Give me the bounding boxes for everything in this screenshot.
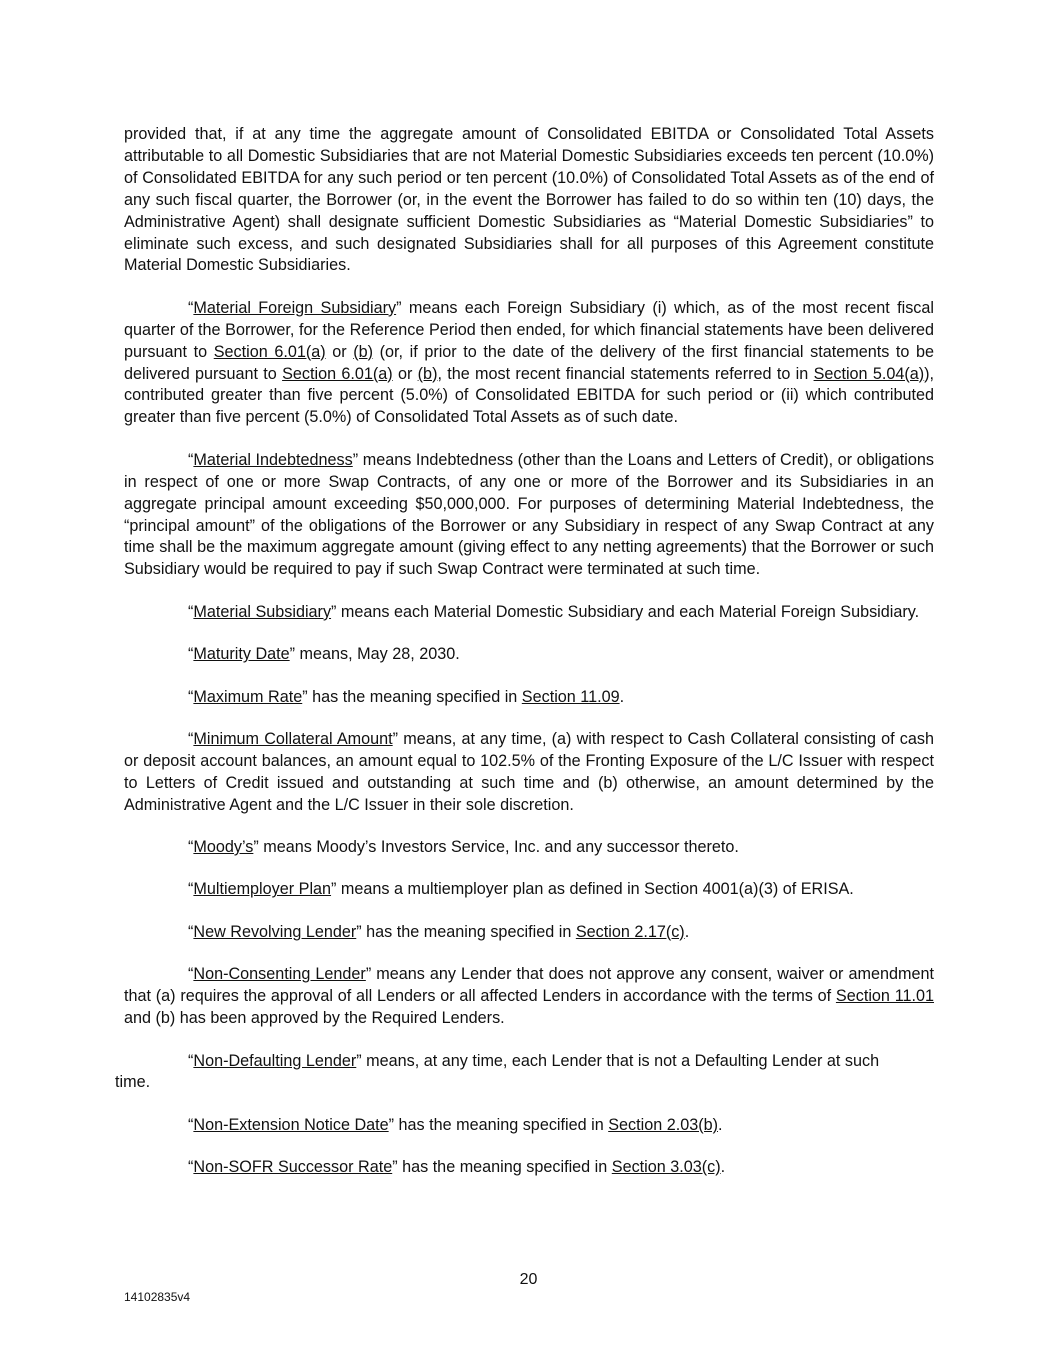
definition-text: , the most recent financial statements referred to in <box>437 364 814 383</box>
definition-maturity-date <box>124 644 934 666</box>
defined-term: Material Indebtedness <box>193 450 353 469</box>
continuation-paragraph: provided that, if at any time the aggregate amount of Consolidated EBITDA or Consolidated Total Assets attributable to all Domestic Subsidiaries that are not Material Domestic Subsidiaries exceeds ten percent (10.0%) of Consolidated EBITDA for any such period or ten percent (10.0%) of Consolidated Total Assets as of the end of any such fiscal quarter, the Borrower (or, in the event the Borrower has failed to do so within ten (10) days, the Administrative Agent) shall designate sufficient Domestic Subsidiaries as “Material Domestic Subsidiaries” to eliminate such excess, and such designated Subsidiaries shall for all purposes of this Agreement constitute Material Domestic Subsidiaries. <box>124 125 934 275</box>
open-quote: “ <box>188 602 194 621</box>
definition-text: (or, if prior to the date of the delivery of the first financial statements to be delivered pursuant to <box>124 342 935 383</box>
definition-text: ), contributed greater than five percent (5.0%) of Consolidated EBITDA for such period or (ii) which contributed greater than five percent (5.0%) of Consolidated Total Assets as of such date. <box>124 364 935 427</box>
definition-text: . <box>684 922 690 941</box>
open-quote: “ <box>188 922 194 941</box>
section-reference[interactable]: Section 2.03(b) <box>608 1115 718 1134</box>
definition-text: ” means, at any time, (a) with respect to Cash Collateral consisting of cash or deposit account balances, an amount equal to 102.5% of the Fronting Exposure of the L/C Issuer with respect to Letters of Credit issued and outstanding at such time and (b) otherwise, an amount determined by the Administrative Agent and the L/C Issuer in their sole discretion. <box>124 729 934 814</box>
definition-new-revolving-lender <box>124 922 934 944</box>
definition-material-subsidiary <box>124 602 934 624</box>
open-quote: “ <box>188 1051 194 1070</box>
page-number: 20 <box>519 1271 538 1288</box>
section-reference[interactable]: (b) <box>417 364 438 383</box>
open-quote: “ <box>188 965 194 984</box>
definition-multiemployer-plan <box>124 879 934 901</box>
definition-text: ” means, at any time, each Lender that is not a Defaulting Lender at such <box>356 1051 880 1070</box>
definition-text: ” means each Foreign Subsidiary (i) which, as of the most recent fiscal quarter of the Borrower, for the Reference Period then ended, for which financial statements have been delivered pursuant to <box>124 298 934 361</box>
definition-non-extension-notice-date <box>124 1115 934 1137</box>
definition-text: ” means each Material Domestic Subsidiary and each Material Foreign Subsidiary. <box>331 602 920 621</box>
document-body <box>115 124 935 1200</box>
definition-text-tail: time. <box>115 1073 151 1092</box>
section-reference[interactable]: Section 11.09 <box>521 687 620 706</box>
definition-text: or <box>325 342 354 361</box>
defined-term: Maturity Date <box>193 645 290 664</box>
document-id: 14102835v4 <box>124 1290 191 1304</box>
definition-text: ” has the meaning specified in <box>388 1115 609 1134</box>
defined-term: New Revolving Lender <box>193 922 357 941</box>
definition-text: ” means any Lender that does not approve any consent, waiver or amendment that (a) requires the approval of all Lenders or all affected Lenders in accordance with the terms of <box>124 965 934 1006</box>
defined-term: Non-Consenting Lender <box>193 965 366 984</box>
section-reference[interactable]: Section 6.01(a) <box>213 342 326 361</box>
definition-non-consenting-lender <box>124 964 934 1030</box>
definition-minimum-collateral-amount <box>124 729 934 817</box>
defined-term: Multiemployer Plan <box>193 880 332 899</box>
section-reference[interactable]: Section 11.01 <box>835 987 934 1006</box>
definition-text: ” has the meaning specified in <box>392 1158 612 1177</box>
open-quote: “ <box>188 880 194 899</box>
open-quote: “ <box>188 298 194 317</box>
section-reference[interactable]: Section 2.17(c) <box>575 922 685 941</box>
defined-term: Minimum Collateral Amount <box>193 729 393 748</box>
open-quote: “ <box>188 729 194 748</box>
definition-text: ” has the meaning specified in <box>356 922 576 941</box>
open-quote: “ <box>188 1158 194 1177</box>
definition-text: . <box>619 687 625 706</box>
section-reference[interactable]: Section 6.01(a) <box>282 364 393 383</box>
open-quote: “ <box>188 450 194 469</box>
definition-text: ” means a multiemployer plan as defined in Section 4001(a)(3) of ERISA. <box>331 880 854 899</box>
definition-text: . <box>717 1115 723 1134</box>
defined-term: Material Foreign Subsidiary <box>193 298 397 317</box>
defined-term: Non-SOFR Successor Rate <box>193 1158 393 1177</box>
definition-material-indebtedness <box>124 450 934 581</box>
definition-material-foreign-subsidiary <box>124 298 934 429</box>
definition-text: ” has the meaning specified in <box>302 687 522 706</box>
defined-term: Non-Defaulting Lender <box>193 1051 357 1070</box>
definition-maximum-rate <box>124 687 934 709</box>
defined-term: Material Subsidiary <box>193 602 332 621</box>
definition-non-defaulting-lender <box>115 1051 934 1095</box>
definition-text: ” means, May 28, 2030. <box>289 645 460 664</box>
definition-text: ” means Indebtedness (other than the Loans and Letters of Credit), or obligations in respect of one or more Swap Contracts, of any one or more of the Borrower and its Subsidiaries in an aggregate principal amount exceeding $50,000,000. For purposes of determining Material Indebtedness, the “principal amount” of the obligations of the Borrower or any Subsidiary in respect of any Swap Contract at any time shall be the maximum aggregate amount (giving effect to any netting agreements) that the Borrower or such Subsidiary would be required to pay if such Swap Contract were terminated at such time. <box>124 450 935 579</box>
open-quote: “ <box>188 687 194 706</box>
definition-text: ” means Moody’s Investors Service, Inc. and any successor thereto. <box>253 838 739 857</box>
defined-term: Maximum Rate <box>193 687 303 706</box>
open-quote: “ <box>188 838 194 857</box>
definition-text: . <box>720 1158 726 1177</box>
definition-moodys <box>124 837 934 859</box>
section-reference[interactable]: (b) <box>353 342 374 361</box>
open-quote: “ <box>188 645 194 664</box>
section-reference[interactable]: Section 3.03(c) <box>611 1158 721 1177</box>
definition-non-sofr-successor-rate <box>124 1157 934 1179</box>
open-quote: “ <box>188 1115 194 1134</box>
definition-text: or <box>392 364 418 383</box>
defined-term: Moody’s <box>193 838 254 857</box>
definition-text: and (b) has been approved by the Required Lenders. <box>124 1009 505 1028</box>
defined-term: Non-Extension Notice Date <box>193 1115 389 1134</box>
section-reference[interactable]: Section 5.04(a) <box>813 364 925 383</box>
